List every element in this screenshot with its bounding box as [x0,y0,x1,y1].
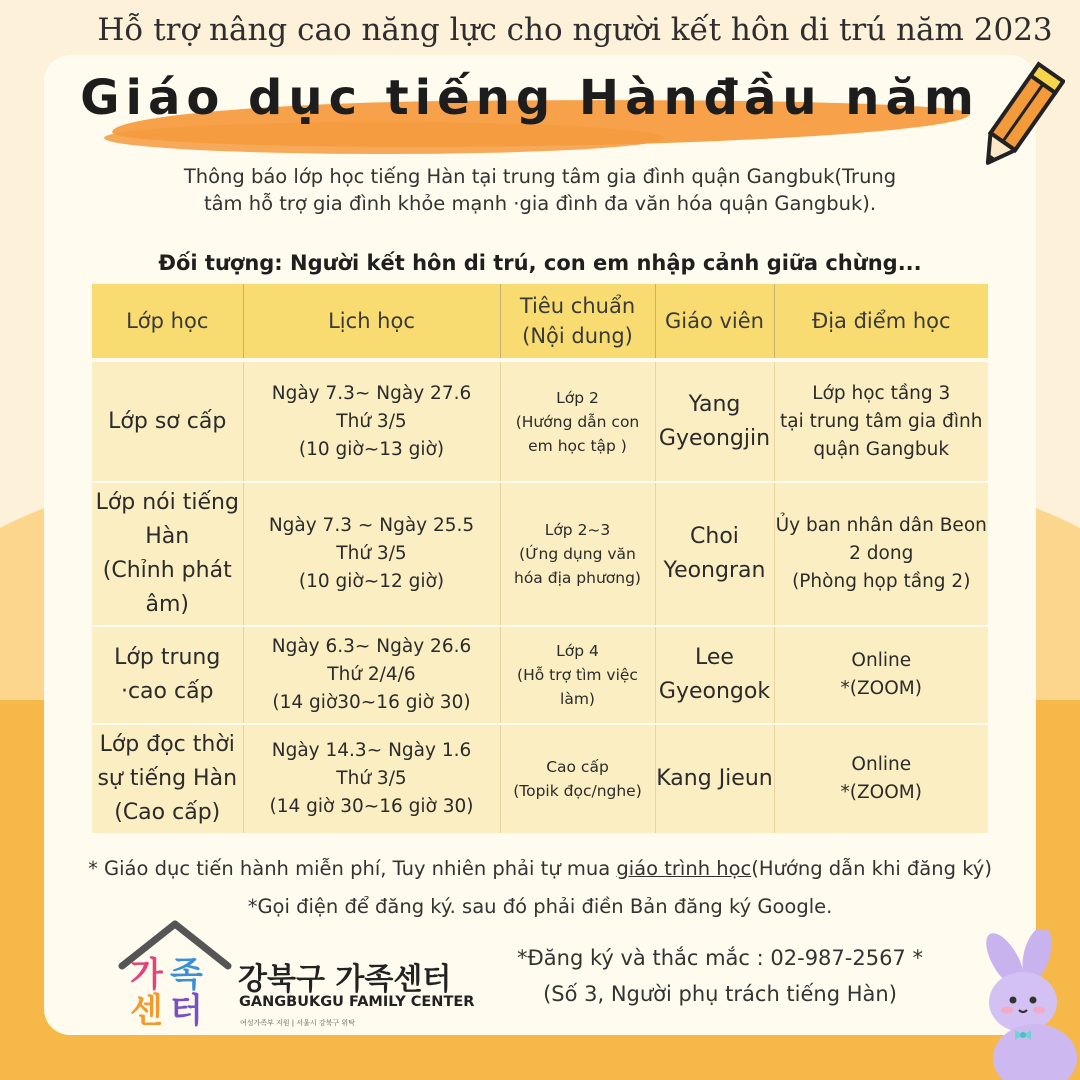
cell-location-line: Online [851,650,912,671]
cell-teacher-line: Yeongran [663,558,766,583]
poster-subtitle: Hỗ trợ nâng cao năng lực cho người kết hôn di trú năm 2023 [97,12,1053,48]
cell-location-line: 2 dong [849,543,914,564]
header-location: Địa điểm học [774,284,988,360]
cell-teacher [655,724,774,834]
cell-standard [500,626,655,724]
cell-location-line: (Phòng họp tầng 2) [792,571,971,592]
cell-standard [500,360,655,482]
header-standard-line-2: (Nội dung) [522,324,633,348]
cell-teacher-line: Lee [695,645,734,670]
cell-location [774,724,988,834]
cell-standard-line: (Hướng dẫn con [515,412,640,431]
target-audience: Đối tượng: Người kết hôn di trú, con em nhập cảnh giữa chừng... [158,251,922,275]
note-line-1-end: (Hướng dẫn khi đăng ký) [751,857,992,880]
contact-line-1: *Đăng ký và thắc mắc : 02-987-2567 * [517,946,923,970]
cell-schedule-line: Thứ 3/5 [336,543,407,564]
cell-teacher-line: Kang Jieun [656,766,773,791]
contact-info [480,940,960,1012]
cell-class-line: sự tiếng Hàn [97,766,238,791]
cell-standard-line: (Topik đọc/nghe) [513,782,642,800]
logo-mark-top-char2: 족 [170,955,203,995]
logo-sponsor-text: 여성가족부 지원 | 서울시 강북구 위탁 [240,1019,355,1027]
intro-text [160,163,920,217]
header-class: Lớp học [92,284,243,360]
note-line-1 [0,850,1080,888]
cell-schedule [243,626,500,724]
cell-schedule-line: Thứ 3/5 [336,768,407,789]
cell-class-line: Lớp trung [114,645,221,670]
cell-class-line: (Cao cấp) [114,800,221,825]
cell-standard-line: (Ứng dụng văn [519,545,636,563]
pencil-icon [975,55,1065,180]
house-logo-icon [116,918,234,1028]
note-textbook-underlined: giáo trình học [616,857,752,880]
cell-teacher-line: Gyeongjin [658,425,771,451]
poster-title: Giáo dục tiếng Hànđầu năm [80,70,980,126]
cell-location [774,482,988,626]
header-teacher: Giáo viên [655,284,774,360]
cell-location-line: quận Gangbuk [813,438,950,460]
cell-location [774,626,988,724]
class-schedule-table [92,284,988,835]
cell-standard-line: (Hỗ trợ tìm việc [517,666,638,684]
table-row [92,482,988,626]
cell-schedule-line: (10 giờ~13 giờ) [298,438,445,460]
table-header-row [92,284,988,360]
logo-mark-top-char1: 가 [130,955,163,995]
cell-location-line: Lớp học tầng 3 [812,382,951,404]
bunny-mascot-icon [975,930,1080,1080]
intro-line-1: Thông báo lớp học tiếng Hàn tại trung tâm gia đình quận Gangbuk(Trung [183,165,897,188]
cell-teacher [655,482,774,626]
cell-class-line: ·cao cấp [120,679,214,704]
cell-teacher [655,626,774,724]
cell-location-line: Ủy ban nhân dân Beon [775,515,987,536]
header-standard-line-1: Tiêu chuẩn [519,294,636,318]
cell-class-line: (Chỉnh phát [102,558,232,583]
cell-standard-line: hóa địa phương) [514,569,641,587]
cell-class [92,724,243,834]
cell-schedule-line: Ngày 14.3~ Ngày 1.6 [271,740,472,761]
cell-location [774,360,988,482]
logo-mark-bottom-char2: 터 [170,991,203,1028]
cell-standard-line: Lớp 4 [556,642,599,660]
cell-standard [500,482,655,626]
cell-class-line: âm) [145,592,189,617]
cell-standard-line: làm) [560,690,595,708]
contact-line-2: (Số 3, Người phụ trách tiếng Hàn) [543,982,897,1006]
header-standard [500,284,655,360]
cell-teacher-line: Gyeongok [658,679,771,704]
cell-class-line: Lớp sơ cấp [108,408,227,434]
table-row [92,626,988,724]
cell-standard [500,724,655,834]
family-center-logo [116,918,476,1033]
cell-schedule-line: (14 giờ 30~16 giờ 30) [269,796,474,817]
cell-location-line: tại trung tâm gia đình [780,410,983,432]
cell-schedule [243,482,500,626]
note-line-2: *Gọi điện để đăng ký. sau đó phải điền Bản đăng ký Google. [247,895,833,918]
cell-schedule-line: Thứ 2/4/6 [327,664,416,685]
cell-class [92,626,243,724]
cell-standard-line: Lớp 2~3 [544,521,611,539]
intro-line-2: tâm hỗ trợ gia đình khỏe mạnh ·gia đình đa văn hóa quận Gangbuk). [203,192,877,215]
cell-standard-line: Lớp 2 [556,388,599,407]
cell-schedule-line: Ngày 7.3~ Ngày 27.6 [271,382,472,404]
table-row [92,360,988,482]
cell-location-line: Online [851,754,912,775]
logo-name-korean: 강북구 가족센터 [238,962,452,997]
cell-teacher-line: Choi [690,524,739,549]
note-line-1-start: * Giáo dục tiến hành miễn phí, Tuy nhiên phải tự mua [88,857,617,880]
cell-class-line: Lớp nói tiếng [95,490,239,515]
logo-mark-bottom-char1: 센 [130,991,163,1028]
cell-teacher [655,360,774,482]
cell-schedule-line: Ngày 6.3~ Ngày 26.6 [271,636,472,657]
cell-teacher-line: Yang [688,391,741,417]
table-row [92,724,988,834]
cell-class-line: Lớp đọc thời [99,732,235,757]
cell-schedule-line: (14 giờ30~16 giờ 30) [272,692,471,713]
header-schedule: Lịch học [243,284,500,360]
notes [0,850,1080,926]
cell-class-line: Hàn [145,524,190,549]
cell-class [92,360,243,482]
title-brush-stroke-accent [104,122,664,154]
logo-name-english: GANGBUKGU FAMILY CENTER [239,994,475,1010]
cell-schedule-line: Ngày 7.3 ~ Ngày 25.5 [268,515,475,536]
cell-schedule [243,724,500,834]
cell-location-line: *(ZOOM) [840,678,922,699]
cell-location-line: *(ZOOM) [840,782,922,803]
cell-schedule-line: Thứ 3/5 [336,410,407,432]
cell-schedule [243,360,500,482]
cell-standard-line: Cao cấp [546,758,609,776]
cell-class [92,482,243,626]
cell-schedule-line: (10 giờ~12 giờ) [298,571,445,592]
cell-standard-line: em học tập ) [528,436,627,455]
